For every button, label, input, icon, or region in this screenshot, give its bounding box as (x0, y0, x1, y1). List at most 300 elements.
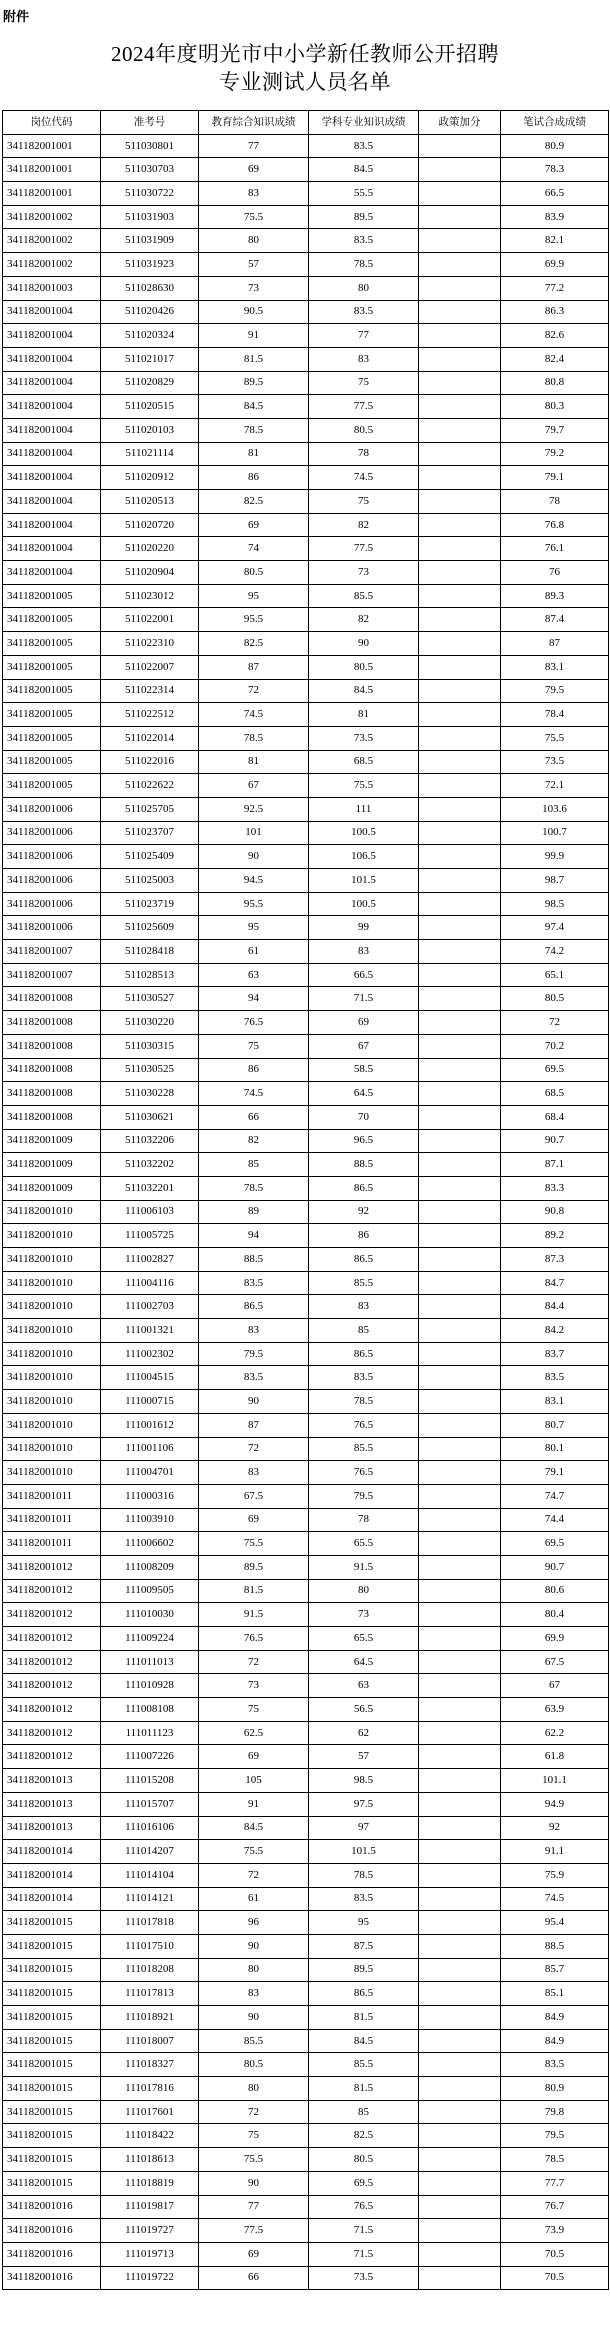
policy-bonus-cell (419, 940, 501, 964)
exam-number-cell: 111009224 (101, 1627, 199, 1651)
position-code-cell: 341182001006 (3, 869, 101, 893)
subject-score-cell: 85.5 (309, 584, 419, 608)
subject-score-cell: 77.5 (309, 395, 419, 419)
education-score-cell: 74.5 (199, 703, 309, 727)
subject-score-cell: 74.5 (309, 466, 419, 490)
table-row (3, 963, 609, 987)
education-score-cell: 95.5 (199, 892, 309, 916)
exam-number-cell: 111018613 (101, 2148, 199, 2172)
position-code-cell: 341182001004 (3, 466, 101, 490)
table-row (3, 1887, 609, 1911)
exam-number-cell: 111018422 (101, 2124, 199, 2148)
policy-bonus-cell (419, 158, 501, 182)
table-row (3, 1176, 609, 1200)
total-score-cell: 80.5 (501, 987, 609, 1011)
table-row (3, 300, 609, 324)
policy-bonus-cell (419, 608, 501, 632)
table-row (3, 1721, 609, 1745)
education-score-cell: 75.5 (199, 1532, 309, 1556)
policy-bonus-cell (419, 1011, 501, 1035)
subject-score-cell: 86.5 (309, 1342, 419, 1366)
education-score-cell: 89.5 (199, 371, 309, 395)
total-score-cell: 83.5 (501, 1366, 609, 1390)
subject-score-cell: 80 (309, 276, 419, 300)
total-score-cell: 67.5 (501, 1650, 609, 1674)
subject-score-cell: 58.5 (309, 1058, 419, 1082)
education-score-cell: 89.5 (199, 1555, 309, 1579)
education-score-cell: 72 (199, 679, 309, 703)
subject-score-cell: 78 (309, 442, 419, 466)
position-code-cell: 341182001008 (3, 1058, 101, 1082)
position-code-cell: 341182001015 (3, 1958, 101, 1982)
exam-number-cell: 111018921 (101, 2006, 199, 2030)
total-score-cell: 87 (501, 632, 609, 656)
policy-bonus-cell (419, 2006, 501, 2030)
total-score-cell: 79.7 (501, 418, 609, 442)
education-score-cell: 90 (199, 1390, 309, 1414)
subject-score-cell: 101.5 (309, 869, 419, 893)
policy-bonus-cell (419, 2053, 501, 2077)
total-score-cell: 68.4 (501, 1105, 609, 1129)
total-score-cell: 84.9 (501, 2029, 609, 2053)
subject-score-cell: 81.5 (309, 2006, 419, 2030)
table-row (3, 2242, 609, 2266)
table-row (3, 1769, 609, 1793)
exam-number-cell: 511020720 (101, 513, 199, 537)
position-code-cell: 341182001005 (3, 632, 101, 656)
position-code-cell: 341182001014 (3, 1887, 101, 1911)
total-score-cell: 89.2 (501, 1224, 609, 1248)
subject-score-cell: 55.5 (309, 182, 419, 206)
total-score-cell: 83.1 (501, 655, 609, 679)
total-score-cell: 70.5 (501, 2242, 609, 2266)
education-score-cell: 90 (199, 2171, 309, 2195)
education-score-cell: 75.5 (199, 2148, 309, 2172)
total-score-cell: 82.4 (501, 347, 609, 371)
table-row (3, 253, 609, 277)
subject-score-cell: 85.5 (309, 1271, 419, 1295)
total-score-cell: 79.1 (501, 1461, 609, 1485)
policy-bonus-cell (419, 1698, 501, 1722)
table-row (3, 229, 609, 253)
position-code-cell: 341182001012 (3, 1674, 101, 1698)
policy-bonus-cell (419, 750, 501, 774)
table-row (3, 679, 609, 703)
education-score-cell: 94 (199, 987, 309, 1011)
table-row (3, 2124, 609, 2148)
exam-number-cell: 511031923 (101, 253, 199, 277)
education-score-cell: 85 (199, 1153, 309, 1177)
table-row (3, 774, 609, 798)
table-row (3, 276, 609, 300)
total-score-cell: 75.5 (501, 726, 609, 750)
exam-number-cell: 111001321 (101, 1319, 199, 1343)
subject-score-cell: 86 (309, 1224, 419, 1248)
header-policy-bonus: 政策加分 (419, 111, 501, 135)
total-score-cell: 72 (501, 1011, 609, 1035)
exam-number-cell: 111010030 (101, 1603, 199, 1627)
total-score-cell: 77.2 (501, 276, 609, 300)
education-score-cell: 79.5 (199, 1342, 309, 1366)
education-score-cell: 57 (199, 253, 309, 277)
subject-score-cell: 82.5 (309, 2124, 419, 2148)
education-score-cell: 72 (199, 1650, 309, 1674)
position-code-cell: 341182001004 (3, 561, 101, 585)
exam-number-cell: 111002703 (101, 1295, 199, 1319)
policy-bonus-cell (419, 679, 501, 703)
exam-number-cell: 511030703 (101, 158, 199, 182)
table-row (3, 1698, 609, 1722)
exam-number-cell: 111000715 (101, 1390, 199, 1414)
education-score-cell: 91 (199, 324, 309, 348)
exam-number-cell: 511020426 (101, 300, 199, 324)
table-row (3, 892, 609, 916)
exam-number-cell: 111004116 (101, 1271, 199, 1295)
total-score-cell: 74.4 (501, 1508, 609, 1532)
position-code-cell: 341182001009 (3, 1176, 101, 1200)
exam-number-cell: 111009505 (101, 1579, 199, 1603)
exam-number-cell: 111008209 (101, 1555, 199, 1579)
exam-number-cell: 511022512 (101, 703, 199, 727)
education-score-cell: 78.5 (199, 1176, 309, 1200)
position-code-cell: 341182001004 (3, 324, 101, 348)
total-score-cell: 69.9 (501, 253, 609, 277)
policy-bonus-cell (419, 1105, 501, 1129)
policy-bonus-cell (419, 1532, 501, 1556)
table-row (3, 1034, 609, 1058)
policy-bonus-cell (419, 1366, 501, 1390)
position-code-cell: 341182001015 (3, 2124, 101, 2148)
position-code-cell: 341182001015 (3, 2029, 101, 2053)
subject-score-cell: 85.5 (309, 1437, 419, 1461)
position-code-cell: 341182001003 (3, 276, 101, 300)
policy-bonus-cell (419, 1224, 501, 1248)
total-score-cell: 69.5 (501, 1532, 609, 1556)
education-score-cell: 78.5 (199, 726, 309, 750)
subject-score-cell: 88.5 (309, 1153, 419, 1177)
education-score-cell: 80 (199, 1958, 309, 1982)
subject-score-cell: 69.5 (309, 2171, 419, 2195)
total-score-cell: 84.9 (501, 2006, 609, 2030)
education-score-cell: 81.5 (199, 1579, 309, 1603)
policy-bonus-cell (419, 134, 501, 158)
education-score-cell: 82.5 (199, 632, 309, 656)
subject-score-cell: 100.5 (309, 821, 419, 845)
policy-bonus-cell (419, 987, 501, 1011)
education-score-cell: 90 (199, 845, 309, 869)
education-score-cell: 83 (199, 1319, 309, 1343)
subject-score-cell: 86.5 (309, 1982, 419, 2006)
policy-bonus-cell (419, 2100, 501, 2124)
education-score-cell: 83.5 (199, 1271, 309, 1295)
table-row (3, 1508, 609, 1532)
policy-bonus-cell (419, 1911, 501, 1935)
subject-score-cell: 83 (309, 1295, 419, 1319)
exam-number-cell: 511031903 (101, 205, 199, 229)
total-score-cell: 69.9 (501, 1627, 609, 1651)
total-score-cell: 85.1 (501, 1982, 609, 2006)
exam-number-cell: 111002827 (101, 1248, 199, 1272)
education-score-cell: 81.5 (199, 347, 309, 371)
table-row (3, 2006, 609, 2030)
total-score-cell: 74.7 (501, 1484, 609, 1508)
policy-bonus-cell (419, 1958, 501, 1982)
subject-score-cell: 99 (309, 916, 419, 940)
policy-bonus-cell (419, 916, 501, 940)
table-row (3, 703, 609, 727)
position-code-cell: 341182001004 (3, 371, 101, 395)
subject-score-cell: 80.5 (309, 418, 419, 442)
header-education-score: 教育综合知识成绩 (199, 111, 309, 135)
subject-score-cell: 73 (309, 561, 419, 585)
table-row (3, 134, 609, 158)
exam-number-cell: 511032202 (101, 1153, 199, 1177)
subject-score-cell: 96.5 (309, 1129, 419, 1153)
education-score-cell: 80.5 (199, 2053, 309, 2077)
position-code-cell: 341182001012 (3, 1721, 101, 1745)
policy-bonus-cell (419, 561, 501, 585)
position-code-cell: 341182001012 (3, 1698, 101, 1722)
table-row (3, 584, 609, 608)
table-row (3, 1863, 609, 1887)
position-code-cell: 341182001011 (3, 1484, 101, 1508)
table-row (3, 1484, 609, 1508)
education-score-cell: 76.5 (199, 1011, 309, 1035)
exam-number-cell: 111007226 (101, 1745, 199, 1769)
policy-bonus-cell (419, 276, 501, 300)
exam-number-cell: 111017510 (101, 1934, 199, 1958)
subject-score-cell: 65.5 (309, 1627, 419, 1651)
exam-number-cell: 511020904 (101, 561, 199, 585)
table-row (3, 1674, 609, 1698)
table-row (3, 940, 609, 964)
total-score-cell: 87.3 (501, 1248, 609, 1272)
table-row (3, 1792, 609, 1816)
total-score-cell: 62.2 (501, 1721, 609, 1745)
policy-bonus-cell (419, 1840, 501, 1864)
position-code-cell: 341182001005 (3, 750, 101, 774)
total-score-cell: 79.8 (501, 2100, 609, 2124)
education-score-cell: 76.5 (199, 1627, 309, 1651)
table-row (3, 1579, 609, 1603)
subject-score-cell: 76.5 (309, 2195, 419, 2219)
policy-bonus-cell (419, 726, 501, 750)
education-score-cell: 86.5 (199, 1295, 309, 1319)
total-score-cell: 69.5 (501, 1058, 609, 1082)
exam-number-cell: 111006103 (101, 1200, 199, 1224)
position-code-cell: 341182001010 (3, 1413, 101, 1437)
total-score-cell: 95.4 (501, 1911, 609, 1935)
position-code-cell: 341182001006 (3, 821, 101, 845)
subject-score-cell: 87.5 (309, 1934, 419, 1958)
table-row (3, 371, 609, 395)
exam-number-cell: 111001612 (101, 1413, 199, 1437)
position-code-cell: 341182001010 (3, 1342, 101, 1366)
total-score-cell: 83.5 (501, 2053, 609, 2077)
table-row (3, 1461, 609, 1485)
exam-number-cell: 511020912 (101, 466, 199, 490)
position-code-cell: 341182001001 (3, 134, 101, 158)
policy-bonus-cell (419, 2171, 501, 2195)
education-score-cell: 85.5 (199, 2029, 309, 2053)
policy-bonus-cell (419, 1484, 501, 1508)
exam-number-cell: 111011123 (101, 1721, 199, 1745)
exam-number-cell: 511023012 (101, 584, 199, 608)
position-code-cell: 341182001013 (3, 1816, 101, 1840)
policy-bonus-cell (419, 1082, 501, 1106)
total-score-cell: 74.5 (501, 1887, 609, 1911)
policy-bonus-cell (419, 1816, 501, 1840)
position-code-cell: 341182001010 (3, 1319, 101, 1343)
subject-score-cell: 75.5 (309, 774, 419, 798)
total-score-cell: 84.2 (501, 1319, 609, 1343)
total-score-cell: 99.9 (501, 845, 609, 869)
subject-score-cell: 90 (309, 632, 419, 656)
policy-bonus-cell (419, 324, 501, 348)
subject-score-cell: 98.5 (309, 1769, 419, 1793)
exam-number-cell: 111019713 (101, 2242, 199, 2266)
education-score-cell: 75 (199, 1698, 309, 1722)
exam-number-cell: 511030220 (101, 1011, 199, 1035)
position-code-cell: 341182001006 (3, 797, 101, 821)
exam-number-cell: 111014121 (101, 1887, 199, 1911)
policy-bonus-cell (419, 2077, 501, 2101)
education-score-cell: 92.5 (199, 797, 309, 821)
policy-bonus-cell (419, 347, 501, 371)
total-score-cell: 83.9 (501, 205, 609, 229)
subject-score-cell: 56.5 (309, 1698, 419, 1722)
table-row (3, 324, 609, 348)
table-row (3, 1816, 609, 1840)
subject-score-cell: 83 (309, 347, 419, 371)
subject-score-cell: 86.5 (309, 1176, 419, 1200)
exam-number-cell: 111018819 (101, 2171, 199, 2195)
table-row (3, 726, 609, 750)
policy-bonus-cell (419, 845, 501, 869)
table-row (3, 1105, 609, 1129)
exam-number-cell: 511030525 (101, 1058, 199, 1082)
subject-score-cell: 70 (309, 1105, 419, 1129)
exam-number-cell: 511020513 (101, 490, 199, 514)
policy-bonus-cell (419, 537, 501, 561)
education-score-cell: 82 (199, 1129, 309, 1153)
position-code-cell: 341182001008 (3, 1011, 101, 1035)
total-score-cell: 87.4 (501, 608, 609, 632)
education-score-cell: 90 (199, 2006, 309, 2030)
education-score-cell: 89 (199, 1200, 309, 1224)
education-score-cell: 62.5 (199, 1721, 309, 1745)
education-score-cell: 69 (199, 2242, 309, 2266)
position-code-cell: 341182001015 (3, 2100, 101, 2124)
table-row (3, 1745, 609, 1769)
exam-number-cell: 511031909 (101, 229, 199, 253)
education-score-cell: 101 (199, 821, 309, 845)
policy-bonus-cell (419, 1650, 501, 1674)
education-score-cell: 73 (199, 276, 309, 300)
total-score-cell: 83.1 (501, 1390, 609, 1414)
total-score-cell: 87.1 (501, 1153, 609, 1177)
position-code-cell: 341182001001 (3, 182, 101, 206)
education-score-cell: 86 (199, 1058, 309, 1082)
policy-bonus-cell (419, 963, 501, 987)
policy-bonus-cell (419, 1745, 501, 1769)
position-code-cell: 341182001016 (3, 2219, 101, 2243)
policy-bonus-cell (419, 1176, 501, 1200)
subject-score-cell: 100.5 (309, 892, 419, 916)
table-row (3, 1958, 609, 1982)
education-score-cell: 61 (199, 1887, 309, 1911)
total-score-cell: 90.8 (501, 1200, 609, 1224)
table-row (3, 1342, 609, 1366)
table-row (3, 490, 609, 514)
policy-bonus-cell (419, 1200, 501, 1224)
education-score-cell: 69 (199, 513, 309, 537)
total-score-cell: 78 (501, 490, 609, 514)
subject-score-cell: 78 (309, 1508, 419, 1532)
policy-bonus-cell (419, 1129, 501, 1153)
total-score-cell: 76.1 (501, 537, 609, 561)
header-exam-number: 准考号 (101, 111, 199, 135)
education-score-cell: 82.5 (199, 490, 309, 514)
exam-number-cell: 511030527 (101, 987, 199, 1011)
exam-number-cell: 511022622 (101, 774, 199, 798)
subject-score-cell: 80 (309, 1579, 419, 1603)
position-code-cell: 341182001010 (3, 1390, 101, 1414)
education-score-cell: 96 (199, 1911, 309, 1935)
exam-number-cell: 511025705 (101, 797, 199, 821)
exam-number-cell: 111002302 (101, 1342, 199, 1366)
position-code-cell: 341182001005 (3, 703, 101, 727)
exam-number-cell: 511025409 (101, 845, 199, 869)
position-code-cell: 341182001007 (3, 963, 101, 987)
subject-score-cell: 85 (309, 1319, 419, 1343)
total-score-cell: 76.8 (501, 513, 609, 537)
table-row (3, 537, 609, 561)
policy-bonus-cell (419, 797, 501, 821)
table-row (3, 655, 609, 679)
total-score-cell: 97.4 (501, 916, 609, 940)
total-score-cell: 80.7 (501, 1413, 609, 1437)
policy-bonus-cell (419, 1248, 501, 1272)
position-code-cell: 341182001015 (3, 2006, 101, 2030)
total-score-cell: 98.5 (501, 892, 609, 916)
subject-score-cell: 89.5 (309, 1958, 419, 1982)
table-row (3, 2266, 609, 2290)
exam-number-cell: 511028418 (101, 940, 199, 964)
position-code-cell: 341182001015 (3, 2077, 101, 2101)
position-code-cell: 341182001004 (3, 537, 101, 561)
position-code-cell: 341182001008 (3, 1105, 101, 1129)
position-code-cell: 341182001001 (3, 158, 101, 182)
page-title: 2024年度明光市中小学新任教师公开招聘 (111, 42, 499, 66)
policy-bonus-cell (419, 1058, 501, 1082)
exam-number-cell: 111018007 (101, 2029, 199, 2053)
position-code-cell: 341182001004 (3, 418, 101, 442)
subject-score-cell: 101.5 (309, 1840, 419, 1864)
subject-score-cell: 77.5 (309, 537, 419, 561)
position-code-cell: 341182001005 (3, 679, 101, 703)
table-row (3, 1650, 609, 1674)
education-score-cell: 75.5 (199, 1840, 309, 1864)
education-score-cell: 69 (199, 1508, 309, 1532)
policy-bonus-cell (419, 655, 501, 679)
subject-score-cell: 78.5 (309, 1390, 419, 1414)
education-score-cell: 84.5 (199, 395, 309, 419)
position-code-cell: 341182001010 (3, 1271, 101, 1295)
table-row (3, 1555, 609, 1579)
education-score-cell: 90.5 (199, 300, 309, 324)
position-code-cell: 341182001010 (3, 1366, 101, 1390)
